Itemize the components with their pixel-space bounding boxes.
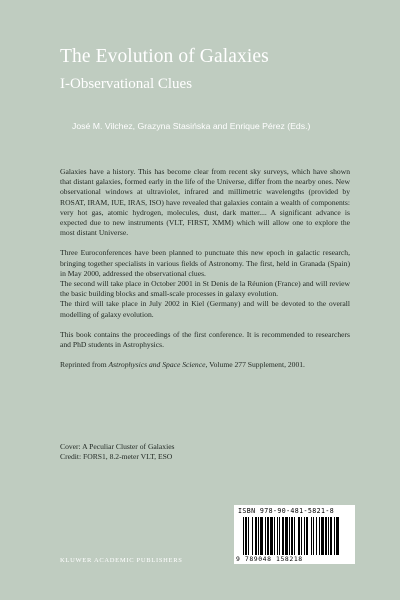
blurb-paragraph: Galaxies have a history. This has become clear from recent sky surveys, which have shown that distant galaxies, formed early in the life of the Universe, differ from the nearby ones. New observational windows at ultraviolet, infrared and millimetric wavelengths (provided by ROSAT, IRAM, IUE, IRAS, ISO) have revealed that galaxies contain a wealth of components: very hot gas, atomic hydrogen, molecules, dust, dark matter.... A significant advance is expected due to new instruments (VLT, FIRST, XMM) which will allow one to explore the most distant Universe. [60, 167, 350, 238]
book-subtitle: I-Observational Clues [60, 76, 193, 92]
reprint-note [60, 360, 350, 370]
barcode-bar [243, 517, 244, 555]
barcode-bar [289, 517, 290, 555]
barcode-bar [316, 517, 317, 555]
barcode-bar [265, 517, 266, 555]
barcode-block [234, 505, 355, 564]
barcode-bar [255, 517, 257, 555]
barcode-bar [248, 517, 249, 555]
blurb-paragraph: The second will take place in October 2001 in St Denis de la Réunion (France) and will review the basic building blocks and small-scale processes in galaxy evolution. [60, 279, 350, 299]
barcode-bar [267, 517, 269, 555]
publisher-name: KLUWER ACADEMIC PUBLISHERS [60, 557, 183, 564]
barcode-bar [245, 517, 247, 555]
blurb-paragraph: The third will take place in July 2002 in Kiel (Germany) and will be devoted to the overall modelling of galaxy evolution. [60, 299, 350, 319]
blurb-paragraph: This book contains the proceedings of the first conference. It is recommended to researchers and PhD students in Astrophysics. [60, 329, 350, 350]
image-credit: Credit: FORS1, 8.2-meter VLT, ESO [60, 452, 173, 462]
cover-caption: Cover: A Peculiar Cluster of Galaxies [60, 442, 175, 451]
book-title: The Evolution of Galaxies [60, 46, 269, 67]
barcode-bar [294, 517, 295, 555]
barcode-bar [334, 517, 335, 555]
barcode-bar [306, 517, 308, 555]
barcode-bar [321, 517, 324, 555]
barcode-bar [282, 517, 284, 555]
barcode-bar [260, 517, 263, 555]
barcode-bar [298, 517, 300, 555]
barcode-bar [258, 517, 259, 555]
cover-credits [60, 442, 350, 463]
blurb [60, 167, 350, 380]
barcode-bar [279, 517, 280, 555]
barcode-bar [319, 517, 320, 555]
barcode-bar [274, 517, 275, 555]
barcode-bar [277, 517, 278, 555]
barcode-bar [285, 517, 288, 555]
reprint-prefix: Reprinted from [60, 360, 109, 370]
isbn-number: ISBN 978-90-481-5821-8 [238, 507, 335, 515]
barcode-icon [243, 517, 346, 555]
barcode-bar [270, 517, 273, 555]
barcode-bar [291, 517, 293, 555]
blurb-paragraph: Three Euroconferences have been planned to punctuate this new epoch in galactic research, bringing together specialists in various fields of Astronomy. The first, held in Granada (Spain) in May 2000, addressed the observational clues. [60, 248, 350, 278]
barcode-bar [325, 517, 327, 555]
book-editors: José M. Vilchez, Grazyna Stasińska and Enrique Pérez (Eds.) [72, 121, 311, 131]
barcode-bar [304, 517, 305, 555]
barcode-bar [336, 517, 339, 555]
ean-number: 9 789048 158218 [236, 555, 303, 563]
barcode-bar [301, 517, 302, 555]
reprint-suffix: , Volume 277 Supplement, 2001. [205, 360, 305, 370]
reprint-journal: Astrophysics and Space Science [108, 360, 206, 370]
barcode-bar [330, 517, 332, 555]
barcode-bar [313, 517, 314, 555]
barcode-bar [252, 517, 253, 555]
barcode-bar [311, 517, 312, 555]
barcode-bar [328, 517, 329, 555]
